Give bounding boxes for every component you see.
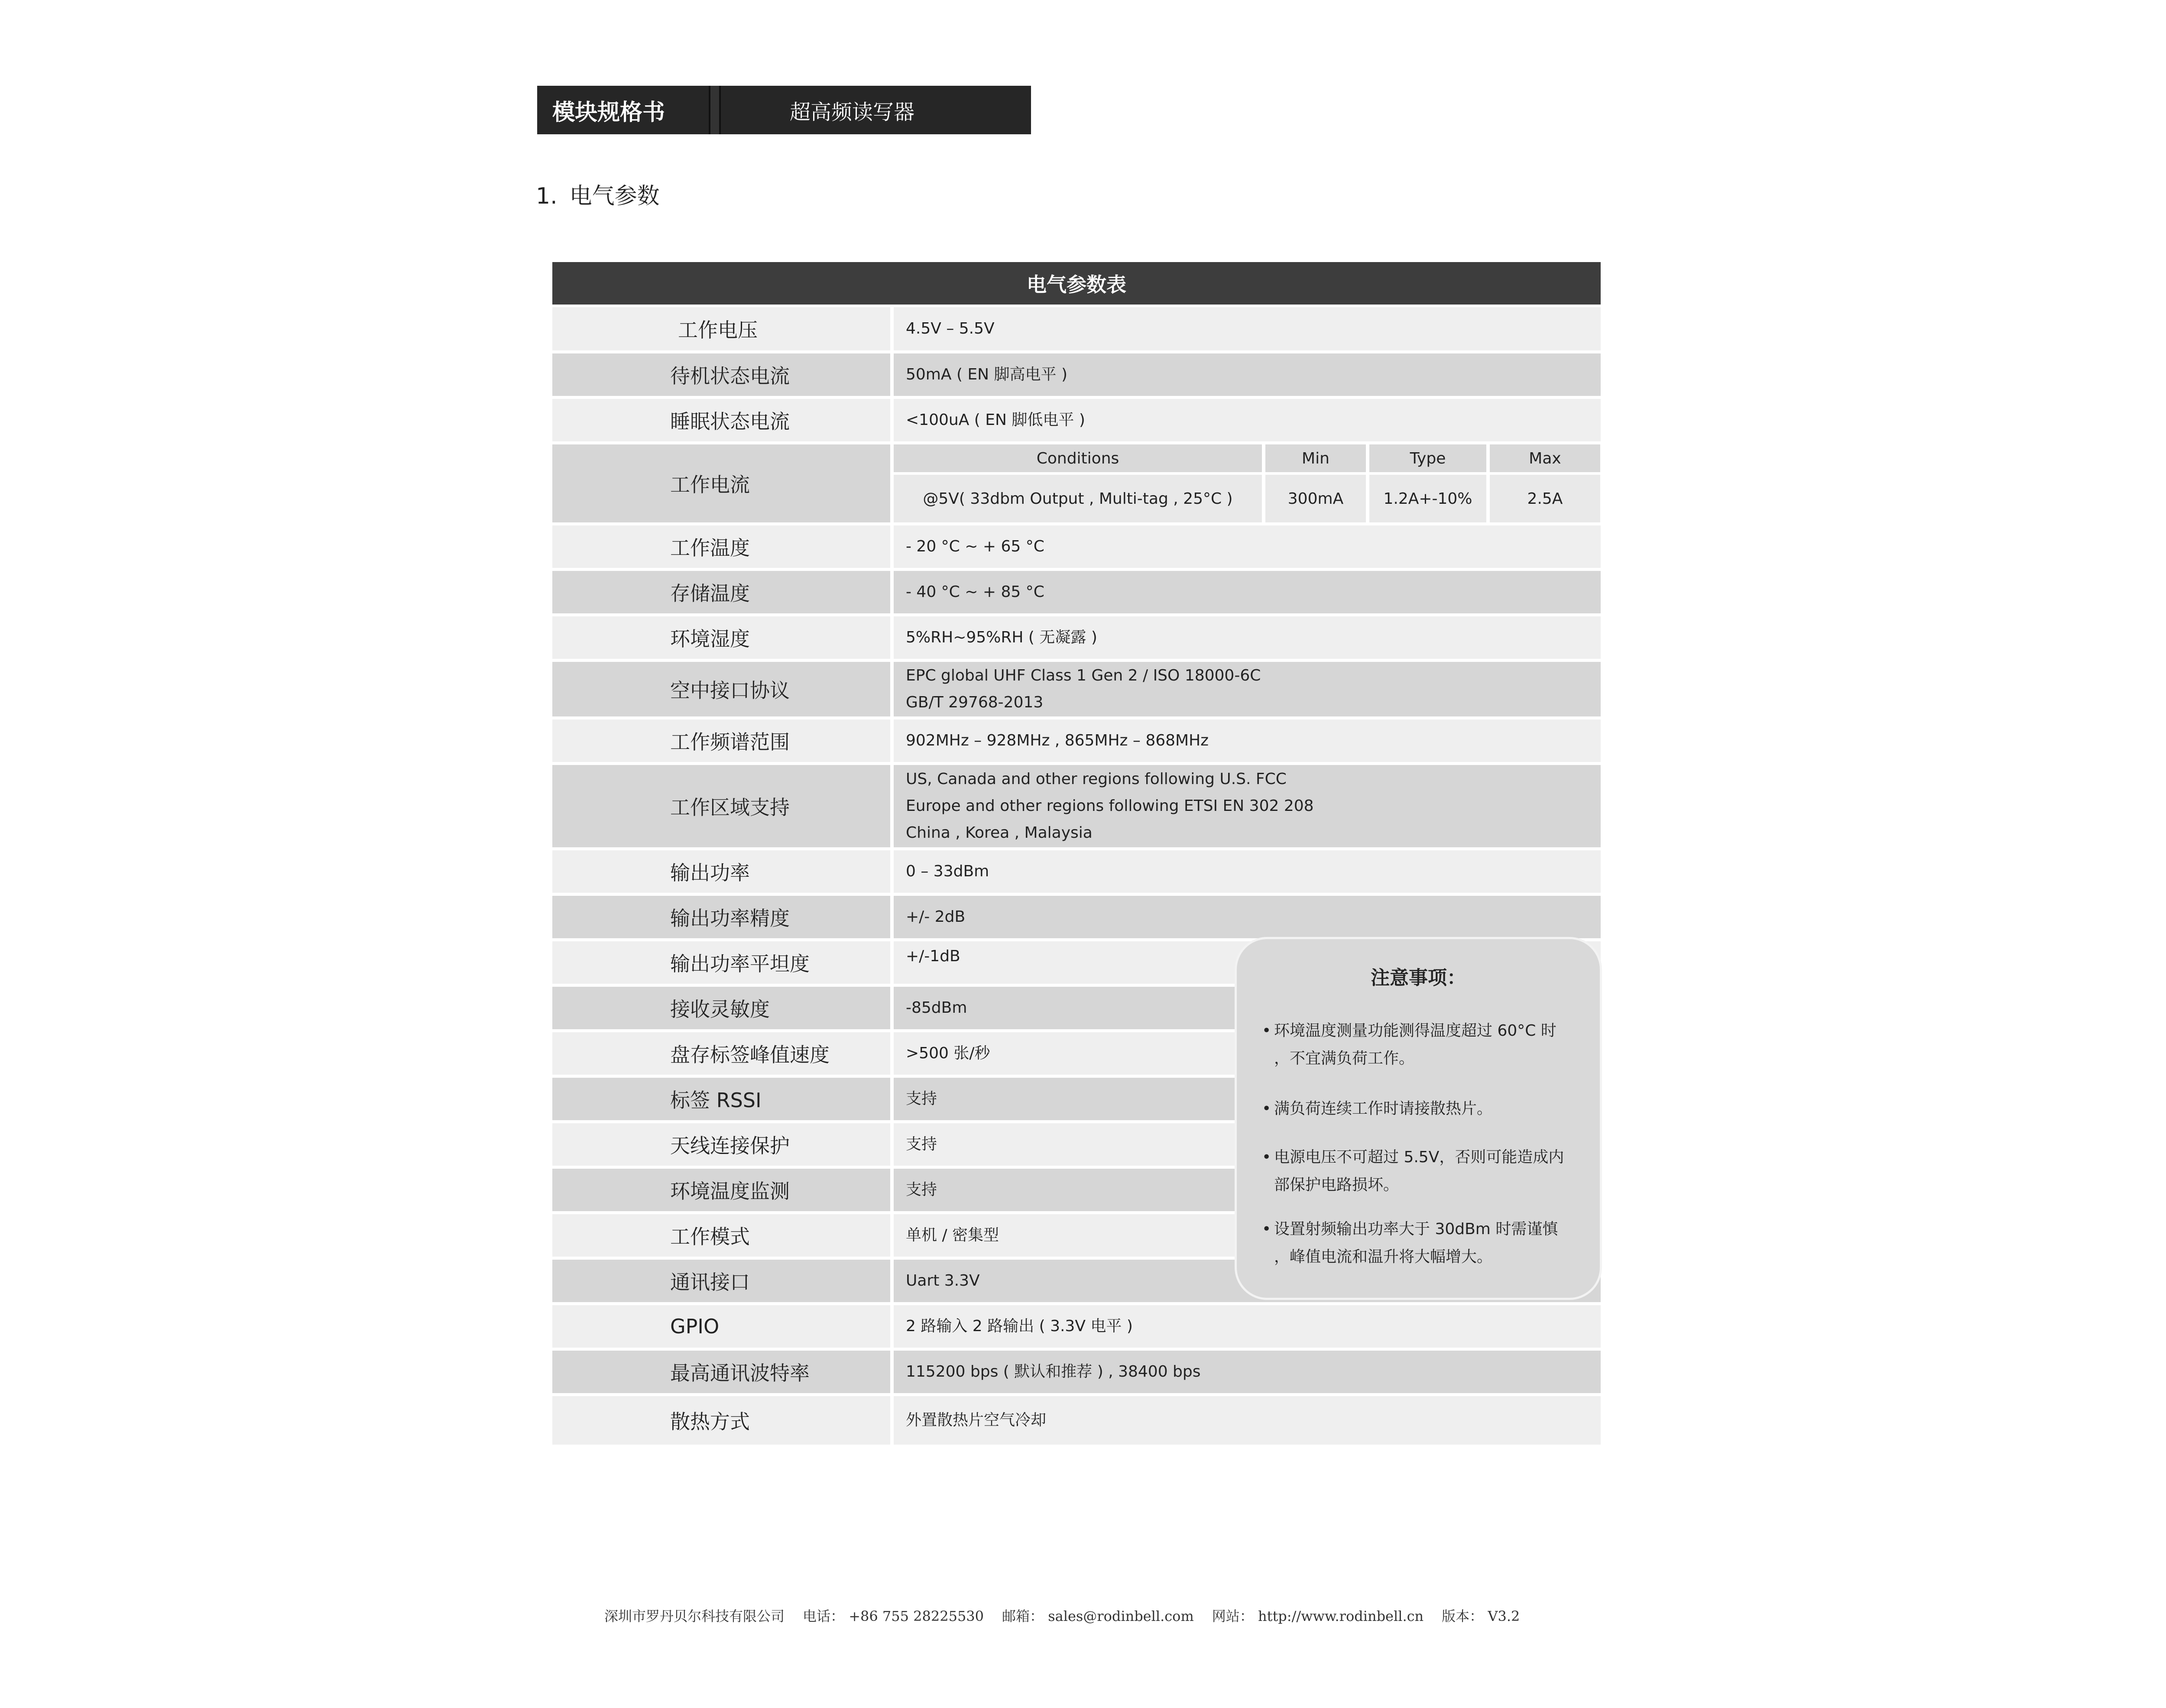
subtable-header: Max — [1490, 444, 1600, 472]
param-label: 工作温度 — [552, 525, 890, 568]
notice-item: • 环境温度测量功能测得温度超过 60°C 时 ，不宜满负荷工作。 — [1274, 1017, 1569, 1073]
param-label: 通讯接口 — [552, 1260, 890, 1302]
table-row — [552, 353, 1601, 396]
param-value-line: 115200 bps ( 默认和推荐 ) , 38400 bps — [906, 1363, 1201, 1381]
product-title: 超高频读写器 — [789, 100, 914, 124]
table-row — [552, 662, 1601, 716]
table-row — [552, 1396, 1601, 1445]
param-value — [894, 616, 1601, 659]
page-footer — [604, 1605, 1538, 1625]
subtable-header: Min — [1265, 444, 1366, 472]
param-label: 天线连接保护 — [552, 1123, 890, 1166]
subtable-header: Conditions — [894, 444, 1262, 472]
param-value — [894, 1305, 1601, 1348]
param-label: 环境湿度 — [552, 616, 890, 659]
param-value-line: US, Canada and other regions following U.S. FCC — [906, 770, 1287, 788]
footer-website: 网站： http://www.rodinbell.cn — [1212, 1608, 1424, 1624]
param-value-line: 支持 — [906, 1181, 937, 1199]
notice-item: • 满负荷连续工作时请接散热片。 — [1274, 1095, 1569, 1123]
param-label: 工作区域支持 — [552, 765, 890, 847]
param-value-line: - 20 °C ~ + 65 °C — [906, 538, 1044, 555]
param-label: 环境温度监测 — [552, 1169, 890, 1211]
param-value-line: - 40 °C ~ + 85 °C — [906, 583, 1044, 601]
param-value — [894, 353, 1601, 396]
section-number: 1. — [536, 183, 558, 209]
param-value — [894, 1351, 1601, 1393]
param-value-line: 支持 — [906, 1135, 937, 1153]
param-value — [894, 571, 1601, 613]
table-row — [552, 399, 1601, 441]
subtable-cell: 2.5A — [1490, 475, 1600, 522]
notice-item: • 电源电压不可超过 5.5V，否则可能造成内部保护电路损坏。 — [1274, 1144, 1569, 1199]
subtable-header: Type — [1369, 444, 1486, 472]
table-row — [552, 571, 1601, 613]
param-value-line: 50mA ( EN 脚高电平 ) — [906, 366, 1068, 383]
param-value-line: China , Korea , Malaysia — [906, 824, 1093, 842]
param-label: 待机状态电流 — [552, 353, 890, 396]
notice-title: 注意事项： — [1371, 967, 1466, 989]
param-label: 接收灵敏度 — [552, 987, 890, 1029]
param-label: 标签 RSSI — [552, 1078, 890, 1120]
param-value-line: +/-1dB — [906, 947, 960, 965]
table-row — [552, 719, 1601, 762]
param-label: 工作频谱范围 — [552, 719, 890, 762]
table-row — [552, 1305, 1601, 1348]
table-row — [552, 616, 1601, 659]
param-value-line: <100uA ( EN 脚低电平 ) — [906, 411, 1085, 429]
param-label: 输出功率精度 — [552, 896, 890, 938]
param-value — [894, 662, 1601, 716]
param-value — [894, 1396, 1601, 1445]
param-value-line: 外置散热片空气冷却 — [906, 1411, 1047, 1429]
param-label: 散热方式 — [552, 1396, 890, 1445]
current-subtable — [894, 444, 1601, 522]
param-label: 工作模式 — [552, 1214, 890, 1257]
document-header — [537, 86, 1031, 134]
param-value-line: EPC global UHF Class 1 Gen 2 / ISO 18000-6C — [906, 667, 1261, 684]
param-label: 最高通讯波特率 — [552, 1351, 890, 1393]
param-value-line: +/- 2dB — [906, 908, 966, 926]
param-label: 工作电压 — [552, 307, 890, 350]
param-value — [894, 765, 1601, 847]
param-value-line: 4.5V – 5.5V — [906, 320, 995, 337]
footer-version: 版本： V3.2 — [1442, 1608, 1520, 1624]
param-value-line: GB/T 29768-2013 — [906, 694, 1044, 711]
param-value-line: Europe and other regions following ETSI EN 302 208 — [906, 797, 1314, 815]
table-row — [552, 525, 1601, 568]
table-row — [552, 896, 1601, 938]
param-value-line: 902MHz – 928MHz , 865MHz – 868MHz — [906, 732, 1209, 749]
subtable-cell: 300mA — [1265, 475, 1366, 522]
table-row — [552, 765, 1601, 847]
footer-email: 邮箱： sales@rodinbell.com — [1002, 1608, 1194, 1624]
notice-box — [1235, 937, 1602, 1300]
subtable-cell: @5V( 33dbm Output , Multi-tag , 25°C ) — [894, 475, 1262, 522]
param-value-line: >500 张/秒 — [906, 1044, 990, 1062]
notice-item: • 设置射频输出功率大于 30dBm 时需谨慎 ，峰值电流和温升将大幅增大。 — [1274, 1215, 1569, 1271]
param-value-line: Uart 3.3V — [906, 1272, 980, 1290]
param-label: 输出功率 — [552, 850, 890, 893]
param-value-line: 支持 — [906, 1090, 937, 1108]
doc-type-title: 模块规格书 — [537, 86, 710, 134]
param-label: 空中接口协议 — [552, 662, 890, 716]
table-title: 电气参数表 — [552, 262, 1601, 305]
param-value-line: 5%RH~95%RH ( 无凝露 ) — [906, 629, 1097, 646]
param-value-line: -85dBm — [906, 999, 967, 1017]
table-row — [552, 1351, 1601, 1393]
param-value — [894, 896, 1601, 938]
param-label: 存储温度 — [552, 571, 890, 613]
param-label: 输出功率平坦度 — [552, 941, 890, 984]
footer-company: 深圳市罗丹贝尔科技有限公司 — [604, 1608, 785, 1624]
header-divider — [710, 86, 721, 134]
param-label: GPIO — [552, 1305, 890, 1348]
footer-phone: 电话： +86 755 28225530 — [803, 1608, 984, 1624]
param-value — [894, 850, 1601, 893]
param-value-line: 2 路输入 2 路输出 ( 3.3V 电平 ) — [906, 1317, 1133, 1335]
param-value-line: 0 – 33dBm — [906, 862, 989, 880]
param-value — [894, 307, 1601, 350]
param-value — [894, 525, 1601, 568]
table-row-working-current — [552, 444, 1601, 522]
param-value — [894, 719, 1601, 762]
param-label: 盘存标签峰值速度 — [552, 1032, 890, 1075]
param-value — [894, 399, 1601, 441]
table-row — [552, 307, 1601, 350]
param-label: 睡眠状态电流 — [552, 399, 890, 441]
param-label: 工作电流 — [552, 444, 890, 522]
section-title: 电气参数 — [569, 183, 660, 209]
table-row — [552, 850, 1601, 893]
subtable-cell: 1.2A+-10% — [1369, 475, 1486, 522]
section-heading — [536, 178, 660, 210]
param-value-line: 单机 / 密集型 — [906, 1226, 999, 1244]
